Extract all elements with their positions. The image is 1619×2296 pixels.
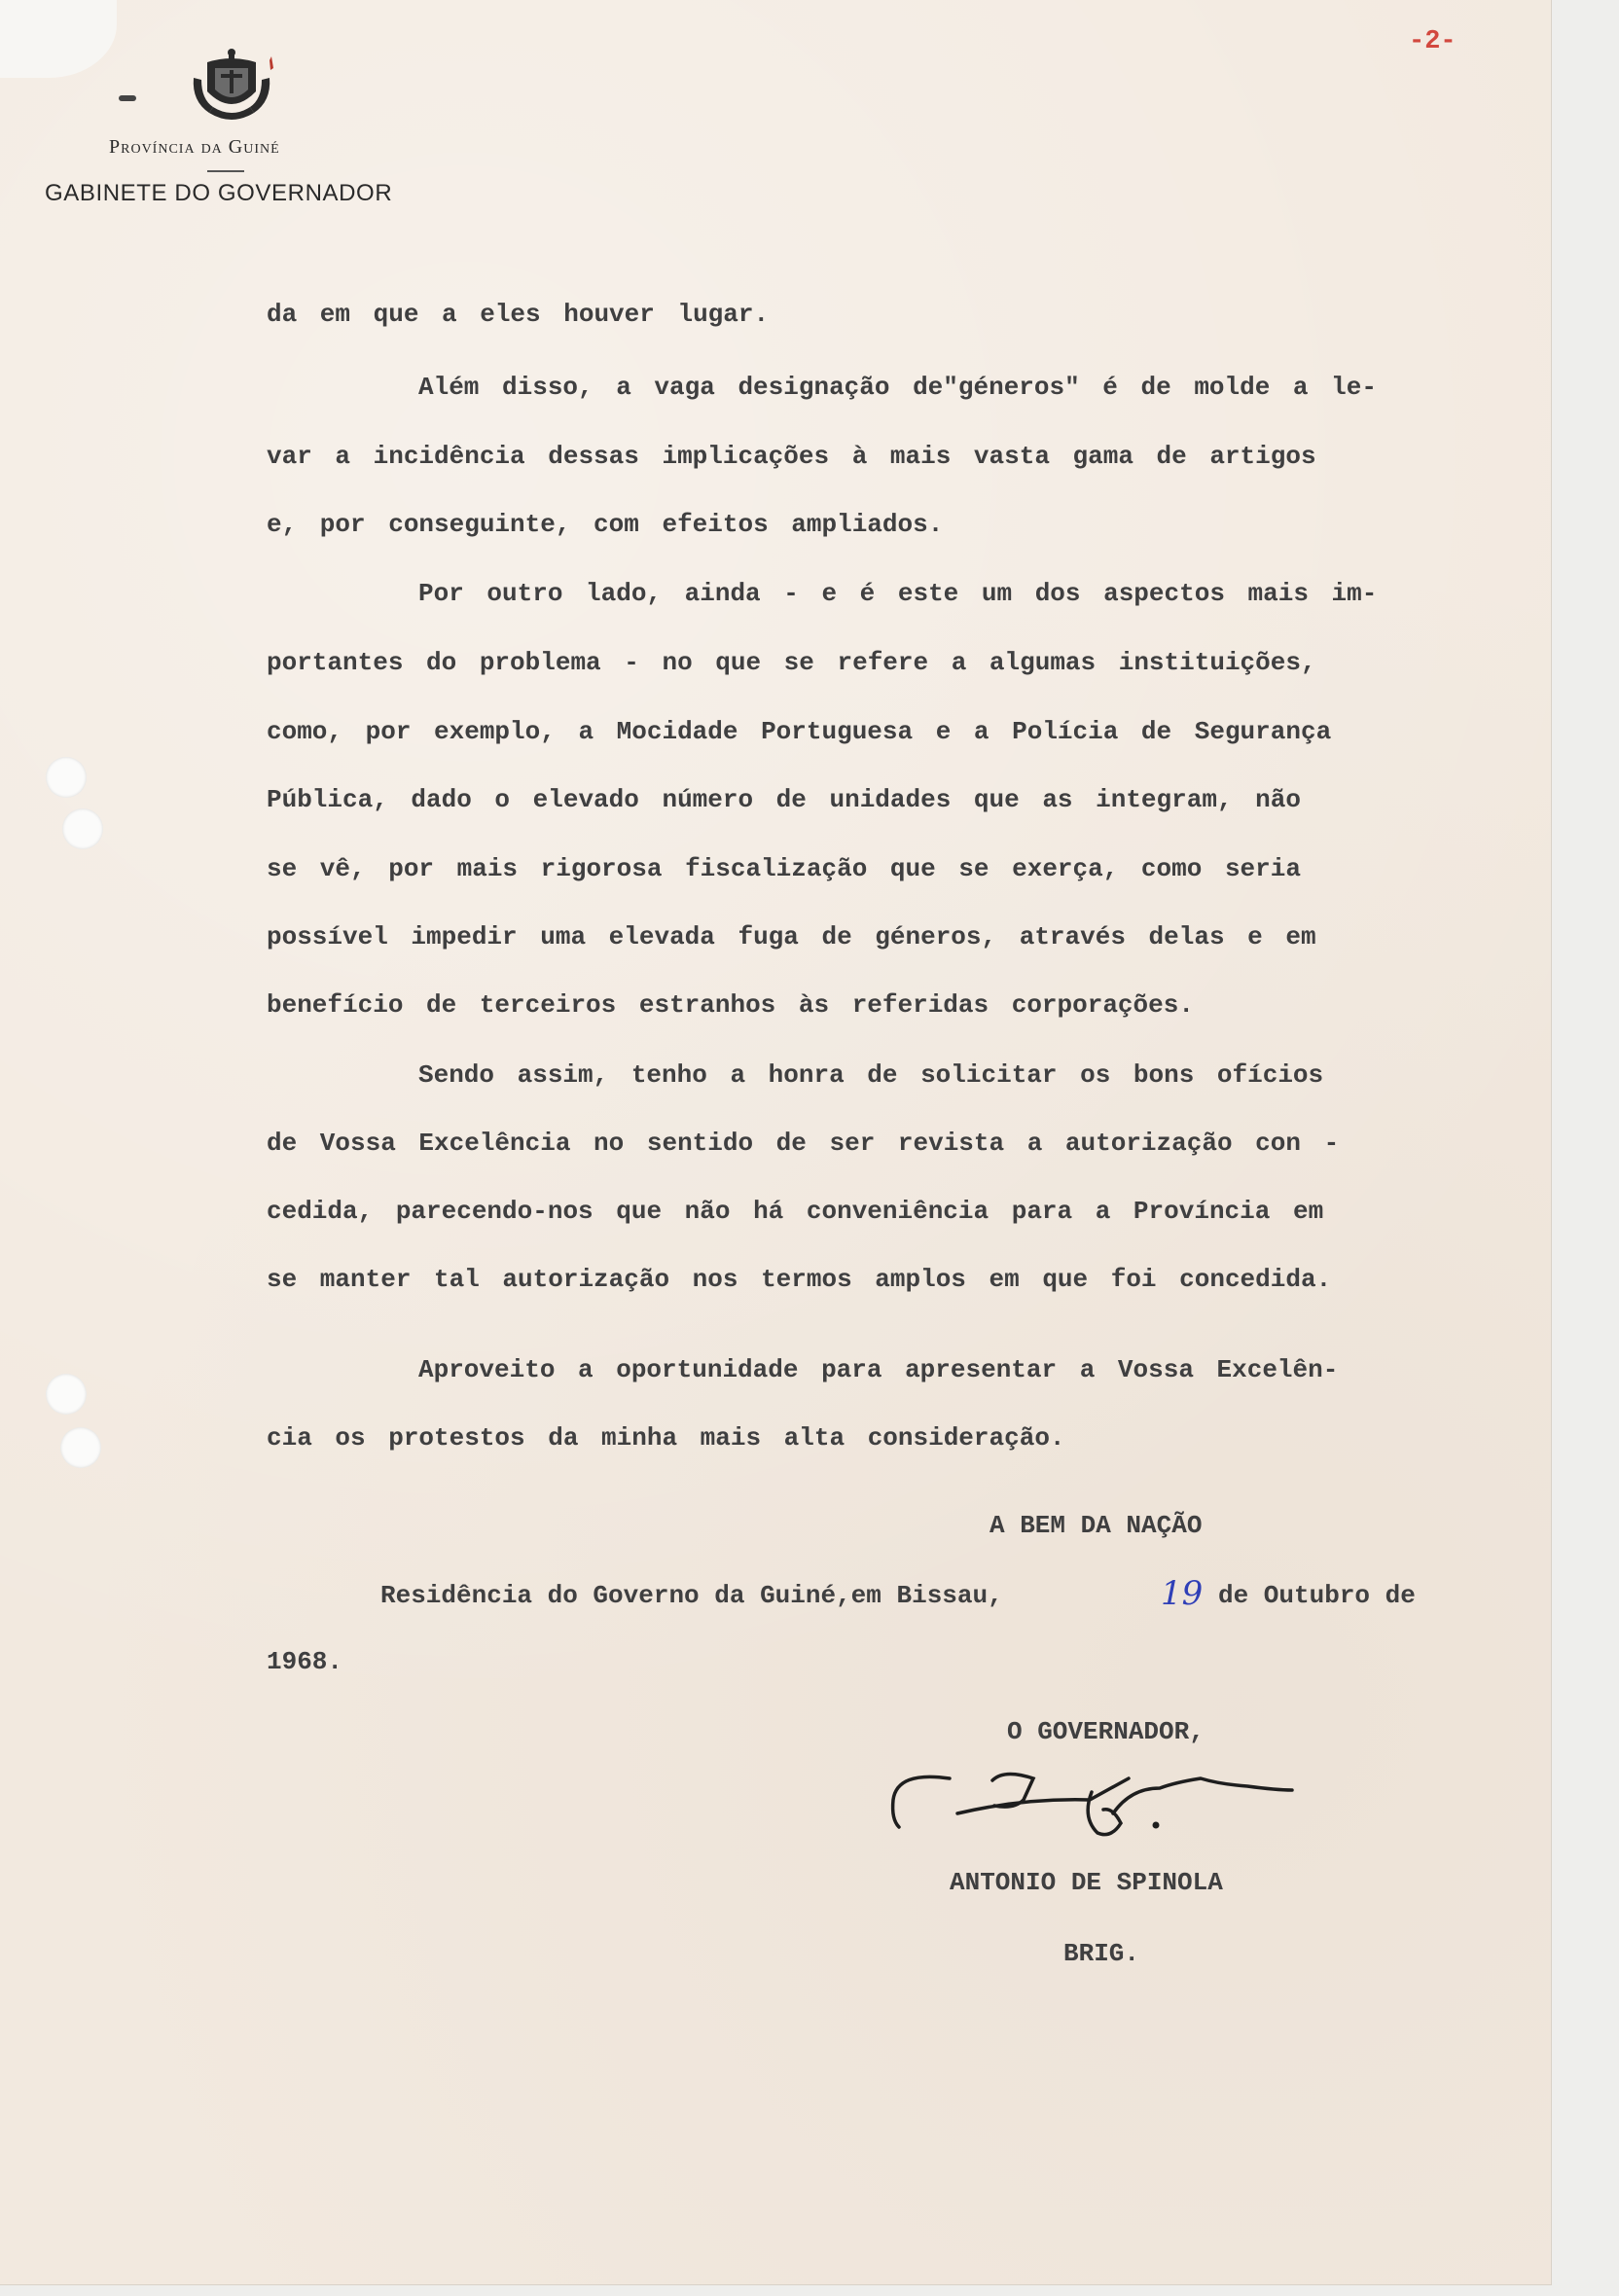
body-line: cedida, parecendo-nos que não há conveniência para a Província em <box>267 1197 1324 1226</box>
coat-of-arms-icon <box>188 49 275 126</box>
punch-hole <box>62 808 103 849</box>
handwritten-day: 19 <box>1161 1574 1204 1613</box>
date-month: de Outubro de <box>1218 1581 1416 1610</box>
body-line: Sendo assim, tenho a honra de solicitar os bons ofícios <box>418 1060 1324 1090</box>
punch-hole <box>46 1374 87 1415</box>
signatory-title: O GOVERNADOR, <box>1007 1717 1205 1746</box>
letterhead-province: Província da Guiné <box>109 136 280 158</box>
signatory-rank: BRIG. <box>1063 1939 1140 1968</box>
punch-hole <box>60 1427 101 1468</box>
body-line: da em que a eles houver lugar. <box>267 300 770 329</box>
date-year: 1968. <box>267 1647 343 1676</box>
body-line: de Vossa Excelência no sentido de ser revista a autorização con - <box>267 1129 1340 1158</box>
body-line: var a incidência dessas implicações à mais vasta gama de artigos <box>267 442 1316 471</box>
body-line: e, por conseguinte, com efeitos ampliados. <box>267 510 944 539</box>
page-number: -2- <box>1409 27 1457 56</box>
torn-corner <box>0 0 117 78</box>
body-line: Pública, dado o elevado número de unidades que as integram, não <box>267 785 1301 814</box>
punch-hole <box>46 757 87 798</box>
body-line: se vê, por mais rigorosa fiscalização que se exerça, como seria <box>267 854 1301 883</box>
body-line: portantes do problema - no que se refere a algumas instituições, <box>267 648 1316 677</box>
body-line: benefício de terceiros estranhos às referidas corporações. <box>267 990 1194 1020</box>
body-line: possível impedir uma elevada fuga de géneros, através delas e em <box>267 922 1316 951</box>
body-line: cia os protestos da minha mais alta consideração. <box>267 1423 1065 1453</box>
body-line: se manter tal autorização nos termos amplos em que foi concedida. <box>267 1265 1332 1294</box>
date-place: Residência do Governo da Guiné,em Bissau, <box>380 1581 1003 1610</box>
letterhead-cabinet: GABINETE DO GOVERNADOR <box>45 180 393 206</box>
signatory-name: ANTONIO DE SPINOLA <box>950 1868 1223 1897</box>
body-line: como, por exemplo, a Mocidade Portuguesa e a Polícia de Segurança <box>267 717 1332 746</box>
letterhead-rule <box>207 170 244 172</box>
body-line: Por outro lado, ainda - e é este um dos aspectos mais im- <box>418 579 1378 608</box>
ink-mark <box>119 95 136 101</box>
body-line: Além disso, a vaga designação de"géneros" é de molde a le- <box>418 373 1377 402</box>
closing-salutation: A BEM DA NAÇÃO <box>989 1511 1203 1540</box>
signature-icon <box>887 1749 1306 1847</box>
body-line: Aproveito a oportunidade para apresentar a Vossa Excelên- <box>418 1355 1339 1384</box>
